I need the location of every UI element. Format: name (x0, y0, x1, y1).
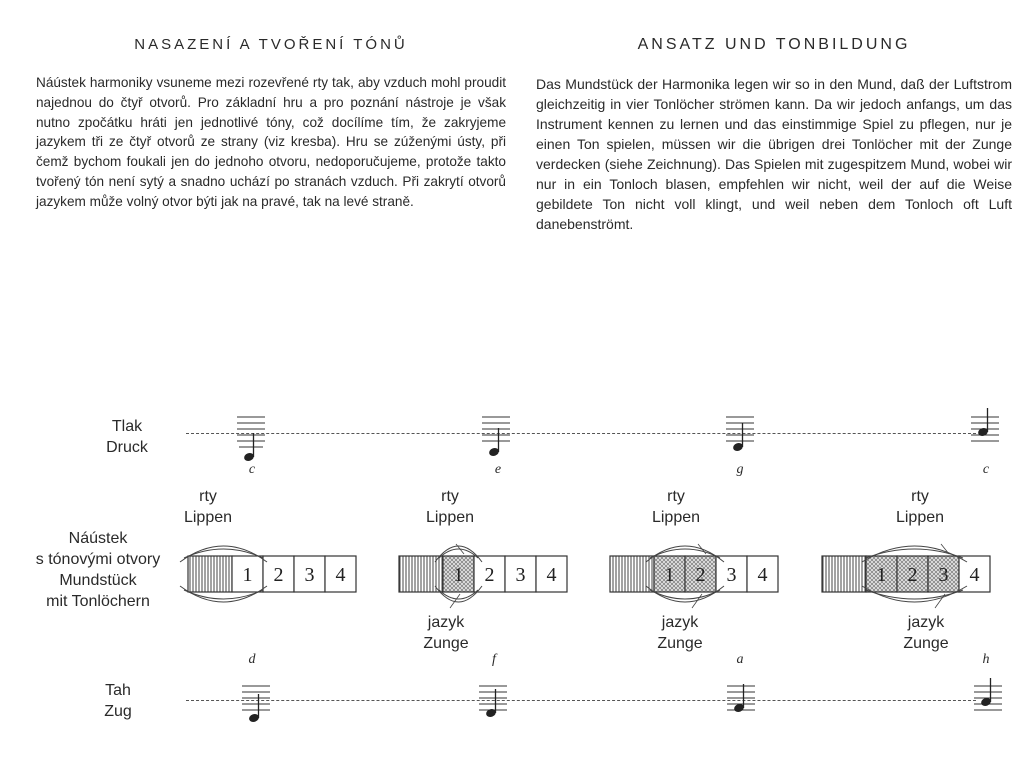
mouthpiece-label-line1: Náústek (68, 530, 128, 547)
lips-label-de: Lippen (425, 509, 475, 526)
tone-hole-number: 3 (515, 564, 526, 586)
lips-label-de: Lippen (183, 509, 233, 526)
blow-label-cz: Tlak (111, 418, 143, 435)
lips-label-2 (410, 486, 490, 528)
draw-staff-4 (974, 678, 1002, 710)
draw-label-cz: Tah (105, 682, 131, 699)
tone-hole-number: 4 (757, 564, 768, 586)
draw-label-de: Zug (104, 703, 132, 720)
mouthpiece-4 (822, 544, 990, 608)
tone-hole-number: 3 (304, 564, 315, 586)
draw-staff-3 (727, 684, 755, 713)
mouthpiece-2 (399, 544, 567, 608)
draw-note-1: d (248, 652, 256, 667)
blow-staff-1 (237, 417, 265, 462)
tongue-label-de: Zunge (657, 635, 703, 652)
blow-staff-4 (971, 408, 999, 441)
mouthpiece-body (822, 556, 866, 592)
blow-note-1: c (248, 462, 256, 477)
tongue-label-3 (640, 612, 720, 654)
tone-hole-number: 2 (907, 564, 918, 586)
lips-pointer (698, 544, 706, 554)
lips-label-cz: rty (199, 488, 217, 505)
tone-hole-number: 2 (695, 564, 706, 586)
mouthpiece-label-line4: mit Tonlöchern (46, 593, 150, 610)
draw-staff-2 (479, 686, 507, 718)
tone-hole-number: 1 (242, 564, 253, 586)
lips-label-3 (636, 486, 716, 528)
blow-note-4: c (982, 462, 990, 477)
lips-label-de: Lippen (651, 509, 701, 526)
lips-label-cz: rty (667, 488, 685, 505)
draw-note-2: f (492, 652, 496, 667)
tone-hole-number: 2 (484, 564, 495, 586)
mouthpiece-label-line3: Mundstück (59, 572, 137, 589)
lips-label-4 (880, 486, 960, 528)
tone-hole-number: 1 (876, 564, 887, 586)
tone-hole-number: 1 (453, 564, 464, 586)
tongue-label-de: Zunge (423, 635, 469, 652)
tone-hole-number: 4 (335, 564, 346, 586)
lips-label-de: Lippen (895, 509, 945, 526)
tone-hole-number: 3 (938, 564, 949, 586)
lips-label-cz: rty (441, 488, 459, 505)
mouthpiece-body (399, 556, 443, 592)
tongue-label-2 (406, 612, 486, 654)
draw-staff-1 (242, 686, 270, 723)
blow-label-de: Druck (106, 439, 148, 456)
mouthpiece-3 (610, 544, 778, 608)
lips-label-cz: rty (911, 488, 929, 505)
blow-staff-3 (726, 417, 754, 452)
draw-note-3: a (736, 652, 744, 667)
german-heading: ANSATZ UND TONBILDUNG (637, 36, 911, 53)
blow-note-2: e (494, 462, 502, 477)
tone-hole-number: 3 (726, 564, 737, 586)
tone-hole-number: 2 (273, 564, 284, 586)
tongue-label-cz: jazyk (907, 614, 945, 631)
tongue-label-4 (886, 612, 966, 654)
blow-staff-2 (482, 417, 510, 457)
draw-note-4: h (982, 652, 990, 667)
tongue-label-cz: jazyk (427, 614, 465, 631)
german-paragraph: Das Mundstück der Harmonika legen wir so in den Mund, daß der Luftstrom gleichzeitig in vier Tonlöcher strömen kann. Da wir jedoch anfangs, um das Instrument kennen zu lernen und das einstimmige Spiel zu pflegen, nur je einen Ton spielen, müssen wir die übrigen drei Tonlöcher mit der Zunge verdecken (siehe Zeichnung). Das Spielen mit zugespitzem Mund, wobei wir nur in ein Tonloch blasen, empfehlen wir nicht, weil der auf die Weise gebildete Ton nicht voll klingt, und weil neben dem Tonloch oft Luft danebenströmt. (536, 76, 1012, 232)
mouthpiece-body (188, 556, 232, 592)
lips-label-1 (168, 486, 248, 528)
mouthpiece-1 (180, 546, 356, 602)
tone-hole-number: 1 (664, 564, 675, 586)
tone-hole-number: 4 (969, 564, 980, 586)
tone-hole-number: 4 (546, 564, 557, 586)
tongue-label-cz: jazyk (661, 614, 699, 631)
czech-heading: NASAZENÍ A TVOŘENÍ TÓNŮ (134, 36, 408, 53)
czech-paragraph: Náústek harmoniky vsuneme mezi rozevřené rty tak, aby vzduch mohl proudit najednou do čtyř otvorů. Pro základní hru a pro poznání nástroje je však nutno zpočátku hráti jen jednotlivé tóny, což docílíme tím, že zakryjeme jazykem tři ze čtyř otvorů ze strany (viz kresba). Hru se zúženými ústy, při čemž bychom foukali jen do jednoho otvoru, nedoporučujeme, protože takto tvořený tón není sytý a snadno uchází po stranách vzduch. Při zakrytí otvorů jazykem může volný otvor býti jak na pravé, tak na levé straně. (36, 75, 506, 209)
tongue-label-de: Zunge (903, 635, 949, 652)
mouthpiece-label-line2: s tónovými otvory (35, 551, 161, 568)
blow-note-3: g (736, 462, 744, 477)
